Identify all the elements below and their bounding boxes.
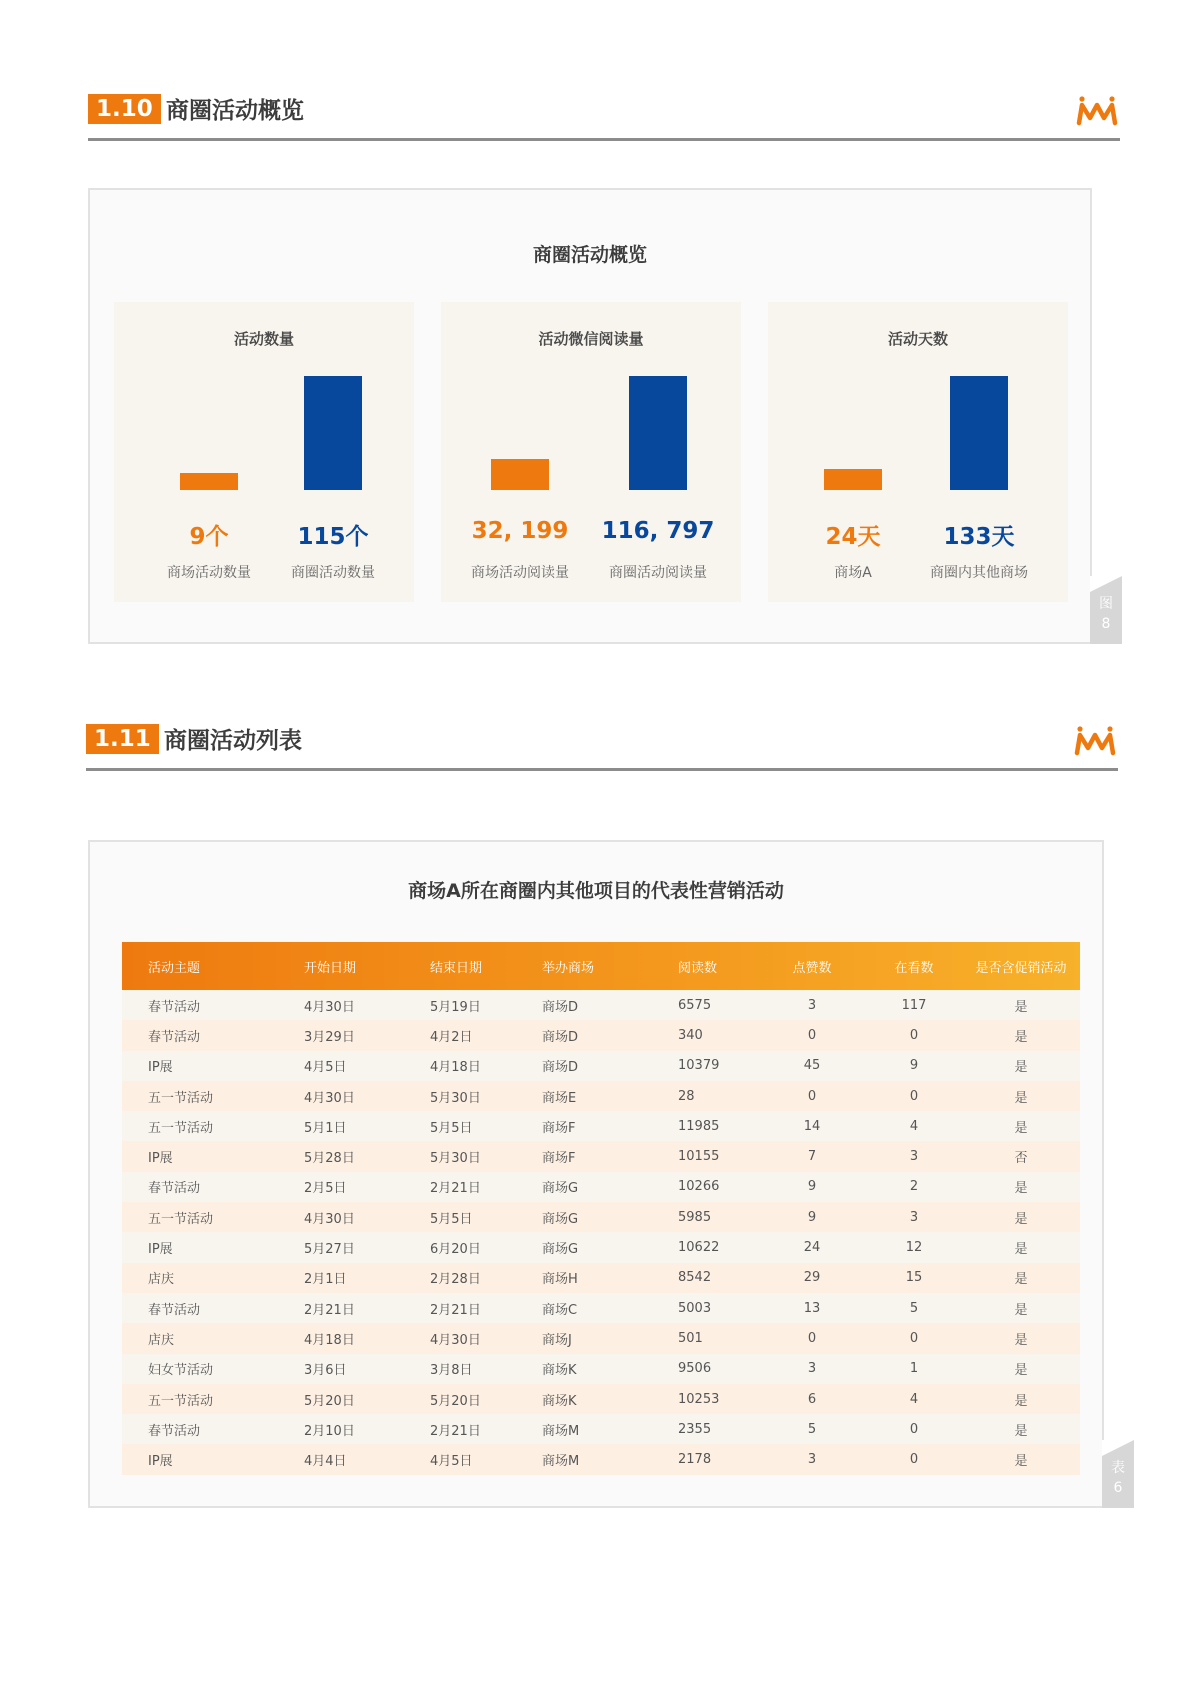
cell-mall: 商场D: [542, 999, 579, 1015]
cell-theme: 五一节活动: [148, 1120, 214, 1136]
column-header-start-date: 开始日期: [304, 960, 357, 976]
cell-end-date: 2月21日: [430, 1181, 481, 1197]
cell-promotion: 是: [1014, 1423, 1028, 1439]
cell-mall: 商场K: [542, 1393, 577, 1409]
cell-mall: 商场F: [542, 1151, 576, 1167]
bar-district: [629, 376, 687, 490]
cell-likes: 0: [807, 1088, 817, 1104]
column-header-theme: 活动主题: [148, 960, 201, 976]
cell-end-date: 4月30日: [430, 1332, 481, 1348]
cell-reads: 11985: [678, 1118, 720, 1134]
cell-reads: 10266: [678, 1179, 720, 1195]
cell-likes: 13: [803, 1300, 821, 1316]
cell-mall: 商场G: [542, 1242, 579, 1258]
table-row: [122, 1384, 1080, 1414]
table-row: [122, 1263, 1080, 1293]
cell-promotion: 是: [1014, 1363, 1028, 1379]
table-row: [122, 1444, 1080, 1474]
cell-theme: 春节活动: [148, 1302, 201, 1318]
section-header-list: [86, 716, 1118, 771]
cell-reads: 9506: [678, 1361, 712, 1377]
cell-watching: 15: [905, 1270, 923, 1286]
cell-mall: 商场G: [542, 1211, 579, 1227]
table-row: [122, 1172, 1080, 1202]
mall-value: 9个: [189, 524, 229, 550]
cell-theme: 春节活动: [148, 1423, 201, 1439]
bar-district: [304, 376, 362, 490]
cell-likes: 7: [807, 1149, 817, 1165]
district-label: 商圈活动阅读量: [609, 565, 707, 581]
overview-panel-activity-days: [768, 302, 1068, 602]
cell-theme: 店庆: [148, 1332, 175, 1348]
cell-start-date: 3月6日: [304, 1363, 347, 1379]
cell-promotion: 是: [1014, 1181, 1028, 1197]
activity-table: [122, 942, 1080, 1475]
table-row: [122, 1232, 1080, 1262]
cell-likes: 3: [807, 997, 817, 1013]
cell-theme: 春节活动: [148, 1181, 201, 1197]
cell-end-date: 5月30日: [430, 1151, 481, 1167]
bar-district: [950, 376, 1008, 490]
cell-reads: 10379: [678, 1058, 720, 1074]
cell-reads: 10622: [678, 1240, 720, 1256]
cell-reads: 2355: [678, 1421, 712, 1437]
cell-start-date: 4月5日: [304, 1060, 347, 1076]
bar-mall: [491, 459, 549, 490]
figure-tag-label: 图: [1099, 596, 1113, 612]
column-header-likes: 点赞数: [792, 960, 832, 976]
table-header-row: [122, 942, 1080, 990]
mall-label: 商场A: [834, 565, 872, 581]
table-tag-number: 6: [1113, 1480, 1123, 1496]
cell-promotion: 否: [1014, 1151, 1028, 1167]
bar-mall: [824, 469, 882, 490]
cell-reads: 10155: [678, 1149, 720, 1165]
cell-start-date: 3月29日: [304, 1029, 355, 1045]
table-row: [122, 1111, 1080, 1141]
cell-start-date: 4月30日: [304, 1211, 355, 1227]
table-row: [122, 1354, 1080, 1384]
cell-promotion: 是: [1014, 1332, 1028, 1348]
section-title: 商圈活动列表: [164, 728, 302, 754]
table-row: [122, 1293, 1080, 1323]
panel-title: 活动天数: [887, 330, 948, 348]
figure-tag: [1090, 576, 1122, 644]
cell-likes: 0: [807, 1027, 817, 1043]
cell-start-date: 2月5日: [304, 1181, 347, 1197]
cell-end-date: 5月5日: [430, 1120, 473, 1136]
panel-title: 活动数量: [233, 330, 294, 348]
cell-mall: 商场F: [542, 1120, 576, 1136]
cell-likes: 0: [807, 1330, 817, 1346]
cell-start-date: 5月20日: [304, 1393, 355, 1409]
cell-theme: 春节活动: [148, 999, 201, 1015]
cell-end-date: 5月20日: [430, 1393, 481, 1409]
cell-reads: 6575: [678, 997, 712, 1013]
cell-end-date: 2月28日: [430, 1272, 481, 1288]
column-header-reads: 阅读数: [678, 960, 718, 976]
section-header-overview: [88, 86, 1120, 141]
cell-likes: 45: [803, 1058, 821, 1074]
cell-mall: 商场M: [542, 1454, 580, 1470]
cell-mall: 商场E: [542, 1090, 577, 1106]
cell-theme: IP展: [148, 1242, 173, 1258]
cell-start-date: 4月18日: [304, 1332, 355, 1348]
cell-promotion: 是: [1014, 1454, 1028, 1470]
mall-label: 商场活动阅读量: [471, 565, 569, 581]
cell-promotion: 是: [1014, 1242, 1028, 1258]
cell-theme: IP展: [148, 1454, 173, 1470]
cell-start-date: 2月10日: [304, 1423, 355, 1439]
cell-end-date: 2月21日: [430, 1423, 481, 1439]
cell-mall: 商场D: [542, 1029, 579, 1045]
section-number: 1.11: [86, 724, 159, 754]
cell-watching: 5: [909, 1300, 919, 1316]
cell-watching: 0: [909, 1452, 919, 1468]
cell-start-date: 5月27日: [304, 1242, 355, 1258]
cell-mall: 商场H: [542, 1272, 578, 1288]
cell-watching: 12: [905, 1240, 923, 1256]
overview-title: 商圈活动概览: [532, 244, 647, 266]
district-value: 115个: [297, 524, 369, 550]
cell-reads: 501: [678, 1330, 703, 1346]
cell-promotion: 是: [1014, 1211, 1028, 1227]
cell-watching: 3: [909, 1209, 919, 1225]
cell-end-date: 4月5日: [430, 1454, 473, 1470]
cell-watching: 9: [909, 1058, 919, 1074]
list-title: 商场A所在商圈内其他项目的代表性营销活动: [408, 880, 784, 902]
cell-watching: 0: [909, 1421, 919, 1437]
cell-promotion: 是: [1014, 1120, 1028, 1136]
overview-panel-wechat-reads: [441, 302, 741, 602]
cell-mall: 商场K: [542, 1363, 577, 1379]
cell-end-date: 5月5日: [430, 1211, 473, 1227]
column-header-watching: 在看数: [894, 960, 934, 976]
cell-mall: 商场D: [542, 1060, 579, 1076]
cell-reads: 2178: [678, 1452, 712, 1468]
district-value: 116, 797: [601, 518, 715, 544]
cell-end-date: 4月18日: [430, 1060, 481, 1076]
cell-end-date: 3月8日: [430, 1363, 473, 1379]
table-tag: [1102, 1440, 1134, 1508]
mall-label: 商场活动数量: [167, 565, 251, 581]
cell-start-date: 2月21日: [304, 1302, 355, 1318]
mall-value: 24天: [825, 524, 881, 550]
cell-likes: 5: [807, 1421, 817, 1437]
cell-promotion: 是: [1014, 999, 1028, 1015]
cell-promotion: 是: [1014, 1272, 1028, 1288]
cell-mall: 商场C: [542, 1302, 578, 1318]
figure-tag-number: 8: [1101, 616, 1111, 632]
cell-watching: 0: [909, 1027, 919, 1043]
cell-theme: 春节活动: [148, 1029, 201, 1045]
cell-promotion: 是: [1014, 1090, 1028, 1106]
column-header-promotion: 是否含促销活动: [975, 960, 1067, 976]
mall-value: 32, 199: [471, 518, 569, 544]
cell-likes: 14: [803, 1118, 821, 1134]
cell-watching: 117: [901, 997, 927, 1013]
cell-watching: 4: [909, 1118, 919, 1134]
overview-panel-activity-count: [114, 302, 414, 602]
cell-start-date: 5月28日: [304, 1151, 355, 1167]
cell-likes: 29: [803, 1270, 821, 1286]
cell-end-date: 5月30日: [430, 1090, 481, 1106]
cell-end-date: 2月21日: [430, 1302, 481, 1318]
cell-promotion: 是: [1014, 1060, 1028, 1076]
cell-likes: 3: [807, 1361, 817, 1377]
cell-watching: 4: [909, 1391, 919, 1407]
brand-logo-icon: [1076, 96, 1118, 126]
cell-mall: 商场M: [542, 1423, 580, 1439]
cell-watching: 3: [909, 1149, 919, 1165]
cell-likes: 9: [807, 1179, 817, 1195]
cell-reads: 5003: [678, 1300, 712, 1316]
cell-theme: 店庆: [148, 1272, 175, 1288]
table-row: [122, 990, 1080, 1020]
cell-start-date: 4月30日: [304, 1090, 355, 1106]
cell-promotion: 是: [1014, 1393, 1028, 1409]
district-label: 商圈内其他商场: [930, 565, 1028, 581]
cell-mall: 商场G: [542, 1181, 579, 1197]
district-value: 133天: [943, 524, 1015, 550]
cell-watching: 0: [909, 1088, 919, 1104]
cell-theme: 五一节活动: [148, 1090, 214, 1106]
table-row: [122, 1051, 1080, 1081]
cell-end-date: 6月20日: [430, 1242, 481, 1258]
cell-start-date: 2月1日: [304, 1272, 347, 1288]
cell-reads: 5985: [678, 1209, 712, 1225]
cell-end-date: 4月2日: [430, 1029, 473, 1045]
cell-watching: 1: [909, 1361, 919, 1377]
cell-promotion: 是: [1014, 1302, 1028, 1318]
cell-theme: IP展: [148, 1060, 173, 1076]
column-header-end-date: 结束日期: [430, 960, 483, 976]
cell-theme: 五一节活动: [148, 1211, 214, 1227]
table-row: [122, 1141, 1080, 1171]
cell-watching: 0: [909, 1330, 919, 1346]
cell-theme: IP展: [148, 1151, 173, 1167]
cell-likes: 6: [807, 1391, 817, 1407]
table-row: [122, 1323, 1080, 1353]
cell-watching: 2: [909, 1179, 919, 1195]
cell-theme: 妇女节活动: [148, 1363, 214, 1379]
cell-likes: 24: [803, 1240, 821, 1256]
cell-start-date: 4月30日: [304, 999, 355, 1015]
table-row: [122, 1414, 1080, 1444]
cell-reads: 10253: [678, 1391, 720, 1407]
cell-likes: 9: [807, 1209, 817, 1225]
cell-end-date: 5月19日: [430, 999, 481, 1015]
table-row: [122, 1202, 1080, 1232]
brand-logo-icon: [1074, 726, 1116, 756]
cell-start-date: 4月4日: [304, 1454, 347, 1470]
cell-likes: 3: [807, 1452, 817, 1468]
table-tag-label: 表: [1111, 1460, 1125, 1476]
cell-reads: 8542: [678, 1270, 712, 1286]
table-row: [122, 1020, 1080, 1050]
cell-mall: 商场J: [542, 1332, 572, 1348]
section-number: 1.10: [88, 94, 161, 124]
column-header-mall: 举办商场: [542, 960, 595, 976]
section-title: 商圈活动概览: [166, 98, 304, 124]
cell-theme: 五一节活动: [148, 1393, 214, 1409]
bar-mall: [180, 473, 238, 490]
panel-title: 活动微信阅读量: [538, 330, 644, 348]
table-row: [122, 1081, 1080, 1111]
cell-start-date: 5月1日: [304, 1120, 347, 1136]
district-label: 商圈活动数量: [291, 565, 375, 581]
cell-reads: 28: [678, 1088, 695, 1104]
cell-reads: 340: [678, 1027, 703, 1043]
cell-promotion: 是: [1014, 1029, 1028, 1045]
